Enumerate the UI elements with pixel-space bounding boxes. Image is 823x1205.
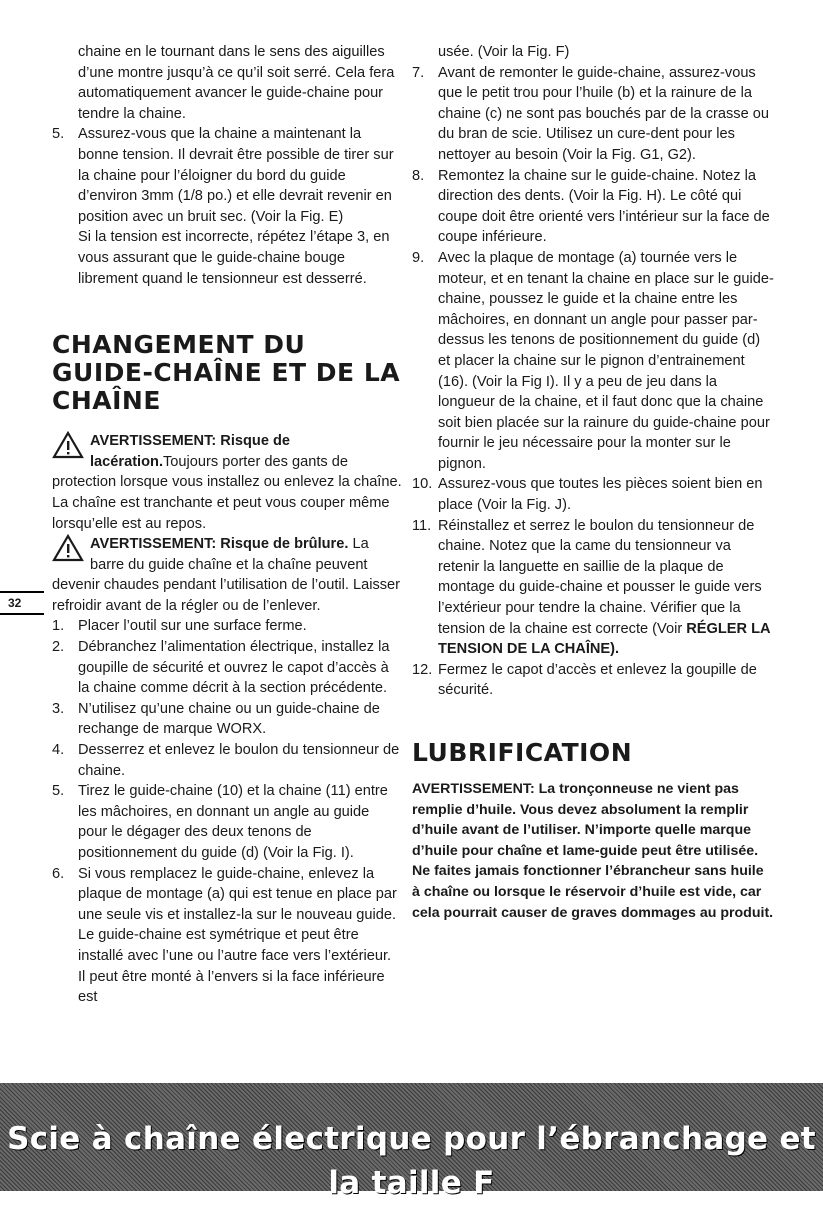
warning-label: AVERTISSEMENT: Risque de lacération. — [90, 433, 291, 470]
step-text: Fermez le capot d’accès et enlevez la goupille de sécurité. — [438, 661, 757, 699]
step5-continuation: Si la tension est incorrecte, répétez l’étape 3, en vous assurant que le guide-chaine bouge librement quand le tensionneur est desserré. — [78, 229, 390, 287]
footer-title: Scie à chaîne électrique pour l’ébranchage et la taille F — [7, 1121, 816, 1201]
step-number: 6. — [52, 865, 65, 882]
left-column — [52, 42, 402, 1008]
warning-laceration — [52, 431, 402, 534]
step-text: N’utilisez qu’une chaine ou un guide-chaine de rechange de marque WORX. — [78, 700, 380, 738]
step-reference-bold: RÉGLER LA TENSION DE LA CHAÎNE). — [438, 620, 771, 658]
step-text: Réinstallez et serrez le boulon du tensionneur de chaine. Notez que la came du tensionneur va retenir la languette en saillie de la plaque de montage du guide-chaine et pousser le guide vers l’extérieur pour tendre la chaine. Vérifier que la tension de la chaine est correcte (Voir — [438, 517, 762, 637]
step-text: Desserrez et enlevez le boulon du tensionneur de chaine. — [78, 742, 400, 779]
right-column — [412, 42, 774, 923]
step-7 — [412, 63, 774, 166]
step-text: Remontez la chaine sur le guide-chaine. Notez la direction des dents. (Voir la Fig. H). Le côté qui coupe doit être orienté vers l’intérieur sur la face de coupe inférieure. — [438, 167, 770, 246]
step-number: 8. — [412, 167, 425, 184]
warning-triangle-icon — [52, 534, 84, 562]
step-number: 1. — [52, 618, 65, 635]
warning-triangle-icon — [52, 431, 84, 459]
section-heading-lubrication: LUBRIFICATION — [412, 738, 633, 767]
step-3 — [52, 699, 402, 740]
step-8 — [412, 166, 774, 248]
step-10 — [412, 474, 774, 515]
step-number: 5. — [52, 126, 65, 143]
step-text: Avant de remonter le guide-chaine, assurez-vous que le petit trou pour l’huile (b) et la rainure de la chaine (c) ne sont pas bouchés par de la crasse ou du bran de scie. Utilisez un cure-dent pour les nettoyer au besoin (Voir la Fig. G1, G2). — [438, 64, 769, 163]
step-text: Assurez-vous que la chaine a maintenant la bonne tension. Il devrait être possible de tirer sur la chaine pour l’éloigner du bord du guide d’environ 3mm (1/8 po.) et elle devrait revenir en position avec un bruit sec. (Voir la Fig. E) — [78, 126, 394, 225]
step-text: Assurez-vous que toutes les pièces soient bien en place (Voir la Fig. J). — [438, 476, 763, 514]
step-5b — [52, 781, 402, 863]
warning-burn — [52, 534, 402, 616]
warning-text: Toujours porter des gants de protection lorsque vous installez ou enlevez la chaîne. La chaîne est tranchante et peut vous couper même lorsqu’elle est au repos. — [52, 453, 402, 532]
step-number: 3. — [52, 700, 65, 717]
step-number: 4. — [52, 742, 65, 759]
step-number: 7. — [412, 64, 425, 81]
step-text: Débranchez l’alimentation électrique, installez la goupille de sécurité et ouvrez le capot d’accès à la chaine comme décrit à la section précédente. — [78, 639, 390, 697]
step-number: 9. — [412, 249, 425, 266]
step-6 — [52, 864, 402, 1008]
step-1 — [52, 616, 402, 637]
step-text: Si vous remplacez le guide-chaine, enlevez la plaque de montage (a) qui est tenue en place par une seule vis et installez-la sur le nouveau guide. Le guide-chaine est symétrique et peut être installé avec l’une ou l’autre face vers l’extérieur. Il peut être monté à l’envers si la face inférieure est — [78, 865, 397, 1006]
step6-continuation: usée. (Voir la Fig. F) — [438, 44, 570, 60]
step-number: 12. — [412, 661, 433, 678]
step4-continuation: chaine en le tournant dans le sens des aiguilles d’une montre jusqu’à ce qu’il soit serré. Cela fera automatiquement avancer le guide-chaine pour tendre la chaine. — [78, 44, 395, 122]
step-text: Placer l’outil sur une surface ferme. — [78, 618, 307, 635]
step-number: 2. — [52, 639, 65, 656]
step-5 — [52, 124, 402, 227]
section-heading-chain-change: CHANGEMENT DU GUIDE-CHAÎNE ET DE LA CHAÎNE — [52, 330, 401, 416]
step-text: Tirez le guide-chaine (10) et la chaine (11) entre les mâchoires, en donnant un angle au guide pour le dégager des deux tenons de positionnement du guide (d) (Voir la Fig. I). — [78, 783, 388, 861]
step-number: 10. — [412, 476, 433, 493]
step-number: 11. — [412, 517, 432, 534]
step-11 — [412, 516, 774, 660]
step-9 — [412, 248, 774, 475]
lubrication-notice: Ne faites jamais fonctionner l’ébrancheur sans huile à chaîne ou lorsque le réservoir d’huile est vide, car cela pourrait causer de graves dommages au produit. — [412, 863, 774, 921]
step-number: 5. — [52, 783, 65, 800]
step-text: Avec la plaque de montage (a) tournée vers le moteur, et en tenant la chaine en place sur le guide-chaine, poussez le guide et la chaine entre les mâchoires, en donnant un angle pour passer par-dessus les tenons de positionnement du guide (d) et placer la chaine sur le pignon d’entrainement (16). (Voir la Fig I). Il y a peu de jeu dans la longueur de la chaine, et il faut donc que la chaine soit bien placée sur la rainure du guide-chaine pour fournir le jeu nécessaire pour la monter sur le pignon. — [438, 249, 774, 472]
page-number: 32 — [0, 591, 44, 615]
warning-label: AVERTISSEMENT: Risque de brûlure. — [90, 536, 349, 553]
step-2 — [52, 637, 402, 699]
lubrication-warning: AVERTISSEMENT: La tronçonneuse ne vient pas remplie d’huile. Vous devez absolument la remplir d’huile avant de l’utiliser. N’importe quelle marque d’huile pour chaîne et lame-guide peut être utilisée. — [412, 781, 759, 859]
step-4 — [52, 740, 402, 781]
step-12 — [412, 660, 774, 701]
warning-text: La barre du guide chaîne et la chaîne peuvent devenir chaudes pendant l’utilisation de l’outil. Laisser refroidir avant de la régler ou de l’enlever. — [52, 536, 401, 614]
